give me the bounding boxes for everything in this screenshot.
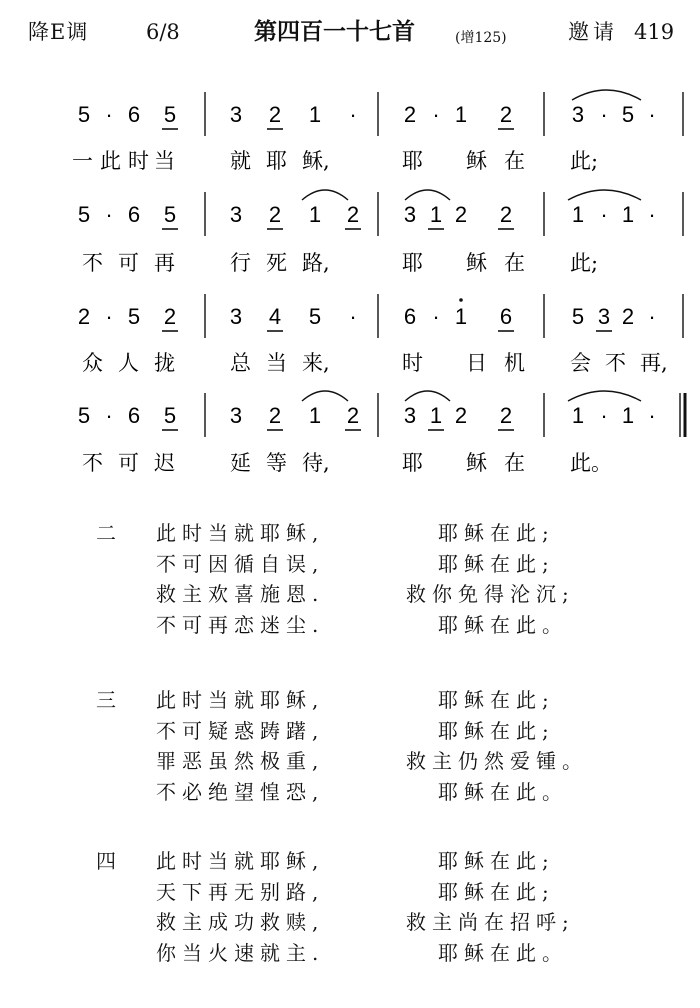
slur xyxy=(405,190,450,200)
verse-line-first-half: 此时当就耶稣, xyxy=(156,521,325,545)
lyric-char: 当 xyxy=(266,351,287,375)
music-score xyxy=(0,0,700,500)
lyric-char: 耶 xyxy=(402,251,423,275)
lyric-char: 行 xyxy=(230,251,251,275)
note: 2 xyxy=(163,304,177,329)
note: · xyxy=(349,304,357,329)
note: · xyxy=(600,202,608,227)
verse-line-second-half: 耶稣在此; xyxy=(438,688,555,712)
hymn-title: 第四百一十七首 xyxy=(254,19,415,45)
note: 5 xyxy=(77,202,91,227)
lyric-char: 人 xyxy=(118,351,139,375)
note: 6 xyxy=(403,304,417,329)
verse-line-second-half: 耶稣在此; xyxy=(438,718,555,743)
note: 2 xyxy=(499,403,513,428)
note: · xyxy=(648,202,656,227)
note: 5 xyxy=(163,202,177,227)
slur xyxy=(568,391,641,401)
lyric-char: 可 xyxy=(118,451,139,475)
lyric-char: 拢 xyxy=(154,351,175,375)
lyric-char: 迟 xyxy=(154,451,175,475)
verse-line-second-half: 耶稣在此。 xyxy=(438,940,568,965)
note: 1 xyxy=(308,202,322,227)
verse-line-second-half: 救主尚在招呼; xyxy=(406,910,575,934)
verse-line-first-half: 救主成功救赎, xyxy=(156,910,325,934)
note: 2 xyxy=(403,102,417,127)
slur xyxy=(302,391,348,401)
verse-line-first-half: 天下再无别路, xyxy=(156,879,325,904)
verse-line-second-half: 耶稣在此; xyxy=(438,551,555,576)
note: 5 xyxy=(77,403,91,428)
note: 1 xyxy=(571,403,585,428)
note: 2 xyxy=(499,202,513,227)
note: 3 xyxy=(403,202,417,227)
note: 2 xyxy=(499,102,513,127)
lyric-char: 会 xyxy=(570,351,591,375)
lyric-char: 再, xyxy=(640,351,668,375)
note: 1 xyxy=(429,202,443,227)
lyric-char: 在 xyxy=(504,149,525,173)
lyric-char: 稣 xyxy=(466,251,487,275)
lyric-char: 不 xyxy=(605,351,626,375)
lyric-char: 稣 xyxy=(466,451,487,475)
note: · xyxy=(105,403,113,428)
lyric-char: 此。 xyxy=(570,451,612,475)
lyric-char: 来, xyxy=(302,351,330,375)
verse-line-second-half: 救主仍然爱锺。 xyxy=(406,749,588,773)
note: 5 xyxy=(77,102,91,127)
note: · xyxy=(648,102,656,127)
page-number: 419 xyxy=(634,20,675,44)
verse-line-second-half: 耶稣在此。 xyxy=(438,612,568,637)
lyric-char: 待, xyxy=(302,451,330,475)
lyric-char: 在 xyxy=(504,251,525,275)
lyric-char: 不 xyxy=(82,251,103,275)
lyric-char: 等 xyxy=(266,451,287,475)
verse-line-first-half: 你当火速就主. xyxy=(156,940,325,965)
note: · xyxy=(600,403,608,428)
slur xyxy=(302,190,348,200)
note: 3 xyxy=(229,403,243,428)
lyric-char: 此 xyxy=(100,149,121,173)
verse-line-first-half: 不可再恋迷尘. xyxy=(156,612,325,637)
note: 3 xyxy=(571,102,585,127)
note: 3 xyxy=(229,102,243,127)
slur xyxy=(572,90,641,100)
note: 3 xyxy=(403,403,417,428)
lyric-char: 稣 xyxy=(466,149,487,173)
verse-number: 二 xyxy=(96,521,116,545)
key-signature: 降E调 xyxy=(28,20,89,44)
lyric-char: 时 xyxy=(402,351,423,375)
note: 2 xyxy=(454,403,468,428)
lyric-char: 再 xyxy=(154,251,175,275)
lyric-char: 机 xyxy=(504,351,525,375)
lyric-char: 此; xyxy=(570,149,599,173)
note: 1 xyxy=(308,403,322,428)
lyric-char: 总 xyxy=(230,351,251,375)
lyric-char: 在 xyxy=(504,451,525,475)
note: 3 xyxy=(229,304,243,329)
lyric-char: 日 xyxy=(466,351,487,375)
note: 2 xyxy=(346,403,360,428)
note: · xyxy=(105,102,113,127)
supplement-number: (增125) xyxy=(455,30,507,46)
note: 2 xyxy=(621,304,635,329)
note: · xyxy=(349,102,357,127)
note: 5 xyxy=(308,304,322,329)
note: 5 xyxy=(163,403,177,428)
note: 3 xyxy=(229,202,243,227)
note: 2 xyxy=(268,403,282,428)
lyric-char: 就 xyxy=(230,149,251,173)
slur xyxy=(405,391,450,401)
verse-line-second-half: 救你免得沦沉; xyxy=(406,582,575,606)
note: 6 xyxy=(127,202,141,227)
note: 1 xyxy=(308,102,322,127)
note: 1 xyxy=(454,102,468,127)
note: 1 xyxy=(621,202,635,227)
note: 6 xyxy=(127,403,141,428)
hymn-theme: 邀请 xyxy=(568,20,618,44)
note: 5 xyxy=(163,102,177,127)
note: 5 xyxy=(571,304,585,329)
verse-number: 四 xyxy=(96,849,116,873)
lyric-char: 可 xyxy=(118,251,139,275)
note: · xyxy=(432,304,440,329)
note: 5 xyxy=(127,304,141,329)
lyric-char: 此; xyxy=(570,251,599,275)
octave-dot xyxy=(459,298,463,302)
lyric-char: 耶 xyxy=(266,149,287,173)
verse-line-second-half: 耶稣在此; xyxy=(438,849,555,873)
note: · xyxy=(105,304,113,329)
note: 5 xyxy=(621,102,635,127)
lyric-char: 死 xyxy=(266,251,287,275)
verse-number: 三 xyxy=(96,688,116,712)
lyric-char: 路, xyxy=(302,251,330,275)
lyric-char: 一 xyxy=(72,149,93,173)
note: 4 xyxy=(268,304,282,329)
verse-line-second-half: 耶稣在此; xyxy=(438,521,555,545)
note: · xyxy=(105,202,113,227)
lyric-char: 众 xyxy=(82,351,103,375)
note: 6 xyxy=(127,102,141,127)
lyric-char: 稣, xyxy=(302,149,330,173)
slur xyxy=(568,190,641,200)
lyric-char: 不 xyxy=(82,451,103,475)
lyric-char: 时 xyxy=(128,149,149,173)
verse-line-second-half: 耶稣在此。 xyxy=(438,779,568,804)
note: 2 xyxy=(268,202,282,227)
time-signature: 6/8 xyxy=(146,20,180,44)
note: 1 xyxy=(454,304,468,329)
verse-line-second-half: 耶稣在此; xyxy=(438,879,555,904)
verse-line-first-half: 不可疑惑踌躇, xyxy=(156,718,325,743)
verse-line-first-half: 此时当就耶稣, xyxy=(156,849,325,873)
note: 1 xyxy=(621,403,635,428)
verse-line-first-half: 不必绝望惶恐, xyxy=(156,779,325,804)
note: 6 xyxy=(499,304,513,329)
verse-line-first-half: 不可因循自误, xyxy=(156,551,325,576)
note: 1 xyxy=(429,403,443,428)
verse-line-first-half: 救主欢喜施恩. xyxy=(156,582,325,606)
note: · xyxy=(432,102,440,127)
note: · xyxy=(648,403,656,428)
note: 1 xyxy=(571,202,585,227)
lyric-char: 当 xyxy=(154,149,175,173)
note: 2 xyxy=(454,202,468,227)
note: 2 xyxy=(268,102,282,127)
note: · xyxy=(600,102,608,127)
note: 3 xyxy=(597,304,611,329)
note: · xyxy=(648,304,656,329)
verse-line-first-half: 此时当就耶稣, xyxy=(156,688,325,712)
verse-line-first-half: 罪恶虽然极重, xyxy=(156,749,325,773)
note: 2 xyxy=(77,304,91,329)
note: 2 xyxy=(346,202,360,227)
lyric-char: 耶 xyxy=(402,451,423,475)
lyric-char: 耶 xyxy=(402,149,423,173)
lyric-char: 延 xyxy=(230,451,251,475)
